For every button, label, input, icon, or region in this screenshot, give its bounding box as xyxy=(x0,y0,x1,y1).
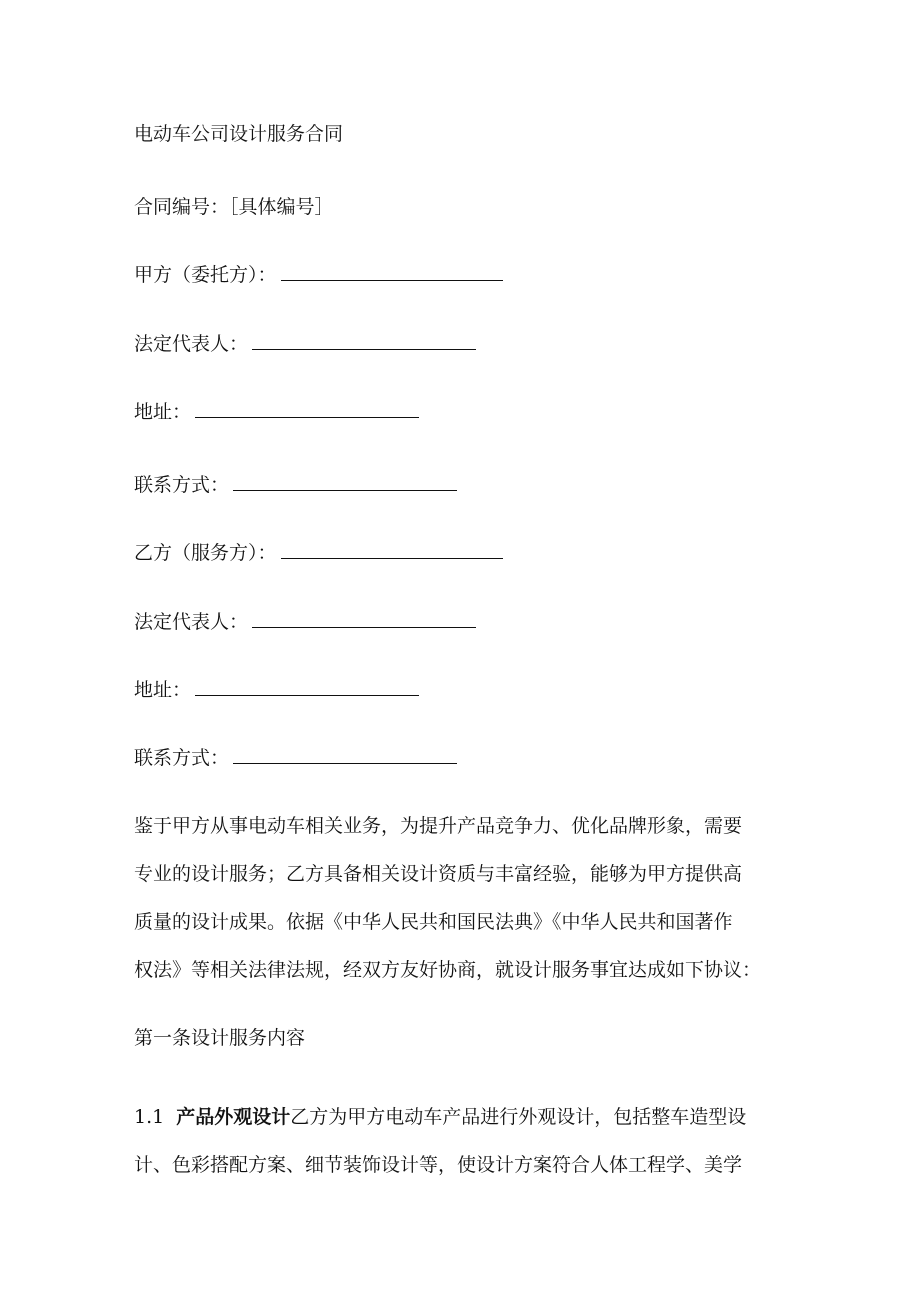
clause-heading: 产品外观设计 xyxy=(176,1106,291,1128)
party-b-contact-blank-field[interactable] xyxy=(233,745,457,764)
clause-number: 1.1 xyxy=(134,1106,165,1128)
party-a-address-label: 地址： xyxy=(134,401,192,423)
clause-1-1 xyxy=(134,1104,794,1200)
article-1-heading: 第一条设计服务内容 xyxy=(134,1027,306,1049)
party-a-row xyxy=(134,262,503,288)
party-a-contact-blank-field[interactable] xyxy=(233,472,457,491)
party-b-rep-label: 法定代表人： xyxy=(134,611,249,633)
preamble-line: 质量的设计成果。依据《中华人民共和国民法典》《中华人民共和国著作 xyxy=(134,911,733,933)
preamble-line: 专业的设计服务；乙方具备相关设计资质与丰富经验，能够为甲方提供高 xyxy=(134,863,743,885)
party-b-contact-row xyxy=(134,745,457,771)
party-b-label: 乙方（服务方）： xyxy=(134,542,277,564)
party-a-blank-field[interactable] xyxy=(281,262,503,281)
party-b-address-label: 地址： xyxy=(134,679,192,701)
party-b-address-row xyxy=(134,677,419,703)
document-title: 电动车公司设计服务合同 xyxy=(134,123,344,145)
preamble-line: 鉴于甲方从事电动车相关业务，为提升产品竞争力、优化品牌形象，需要 xyxy=(134,815,743,837)
party-b-address-blank-field[interactable] xyxy=(195,677,419,696)
party-b-rep-blank-field[interactable] xyxy=(252,609,476,628)
party-a-address-row xyxy=(134,399,419,425)
party-b-rep-row xyxy=(134,609,476,635)
preamble-line: 权法》等相关法律法规，经双方友好协商，就设计服务事宜达成如下协议： xyxy=(134,959,762,981)
party-a-contact-label: 联系方式： xyxy=(134,474,230,496)
party-a-rep-row xyxy=(134,331,476,357)
contract-number: 合同编号：［具体编号］ xyxy=(134,196,334,218)
clause-1-1-line: 计、色彩搭配方案、细节装饰设计等，使设计方案符合人体工程学、美学 xyxy=(134,1154,743,1176)
clause-text: 乙方为甲方电动车产品进行外观设计，包括整车造型设 xyxy=(290,1106,747,1128)
party-a-rep-label: 法定代表人： xyxy=(134,333,249,355)
party-a-address-blank-field[interactable] xyxy=(195,399,419,418)
party-a-label: 甲方（委托方）： xyxy=(134,264,277,286)
party-a-rep-blank-field[interactable] xyxy=(252,331,476,350)
preamble-paragraph xyxy=(134,813,794,1005)
party-a-contact-row xyxy=(134,472,457,498)
party-b-blank-field[interactable] xyxy=(281,540,503,559)
party-b-row xyxy=(134,540,503,566)
party-b-contact-label: 联系方式： xyxy=(134,747,230,769)
clause-1-1-line xyxy=(134,1104,794,1152)
